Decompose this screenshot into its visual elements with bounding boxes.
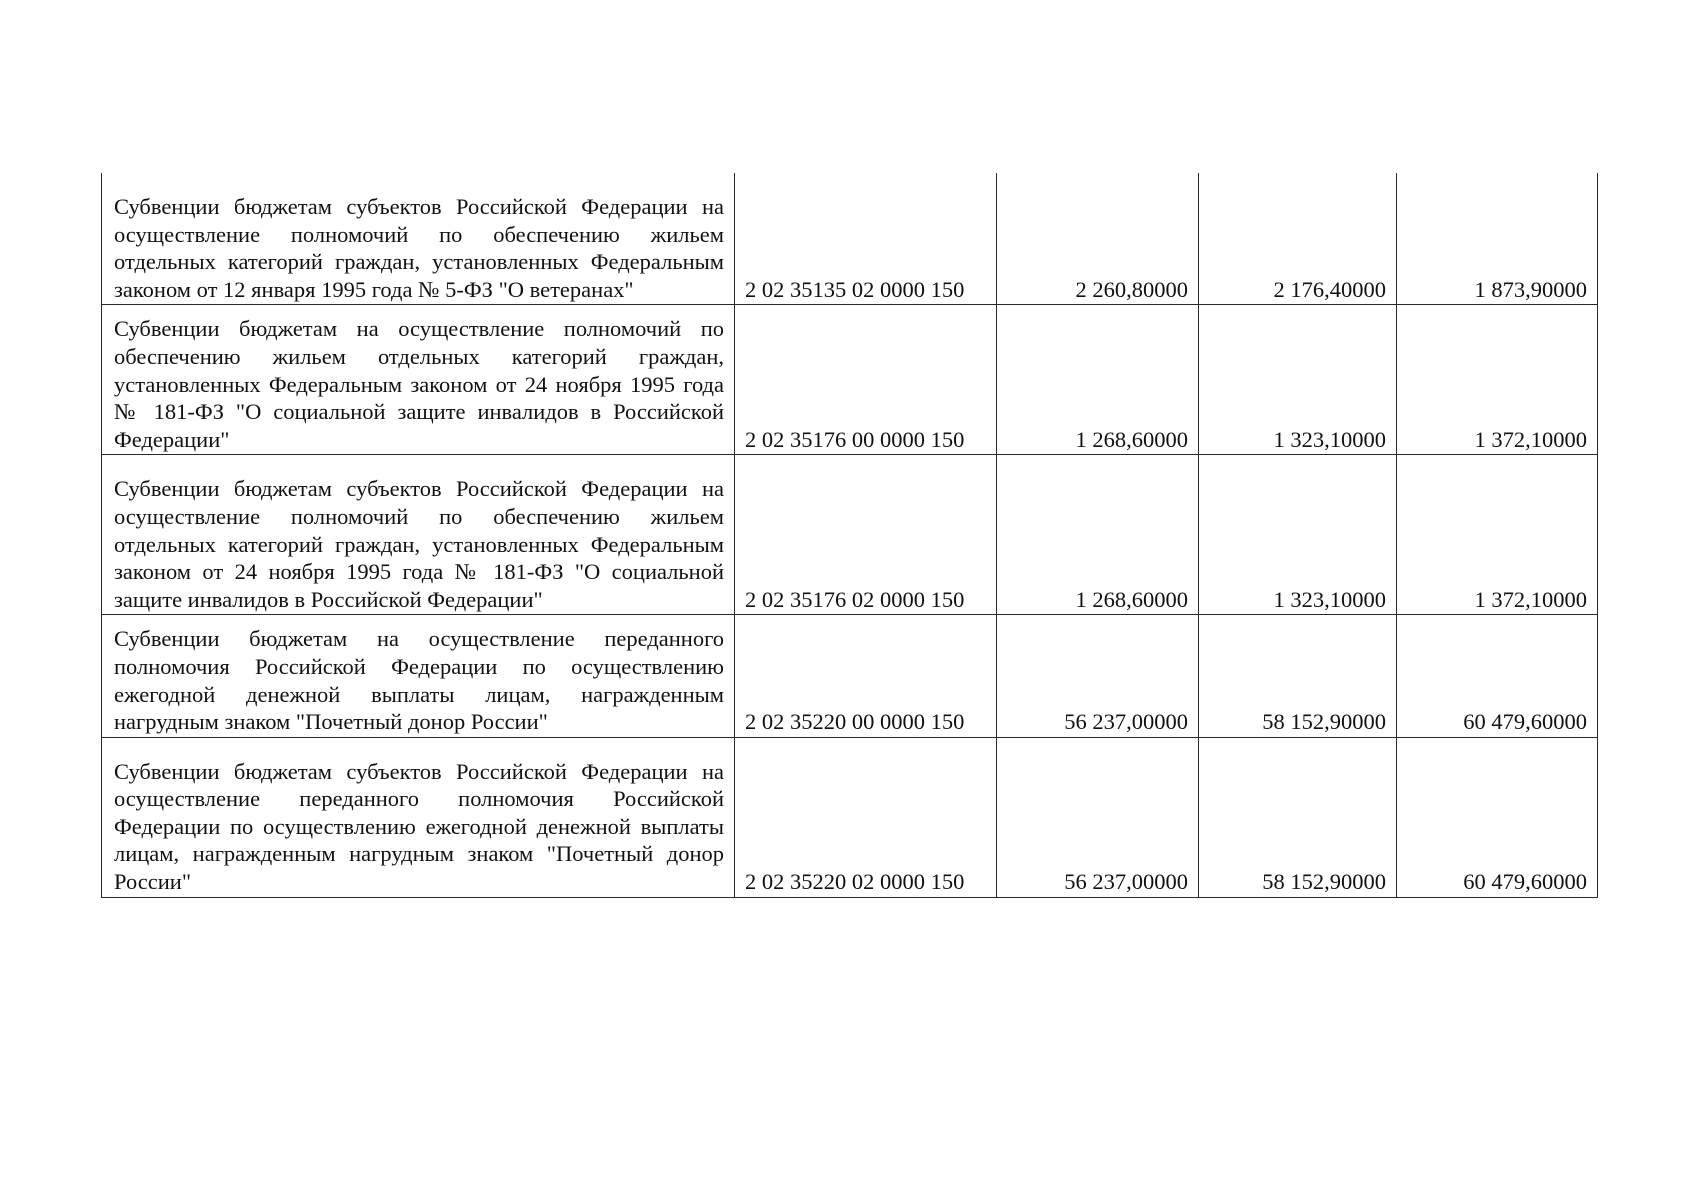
row-description: Субвенции бюджетам субъектов Российской Федерации на осуществление переданного полномочия Российской Федерации по осуществлению ежегодной денежной выплаты лицам, награжденным нагрудным знаком "Почетный донор России" xyxy=(102,737,735,897)
row-description: Субвенции бюджетам субъектов Российской Федерации на осуществление полномочий по обеспечению жильем отдельных категорий граждан, установленных Федеральным законом от 12 января 1995 года № 5-ФЗ "О ветеранах" xyxy=(102,173,735,305)
row-value-year-3: 60 479,60000 xyxy=(1397,615,1598,737)
row-value-year-1: 2 260,80000 xyxy=(997,173,1199,305)
table-row xyxy=(102,455,1598,615)
budget-table xyxy=(101,173,1598,898)
row-value-year-1: 56 237,00000 xyxy=(997,737,1199,897)
row-value-year-2: 1 323,10000 xyxy=(1199,305,1397,455)
row-description: Субвенции бюджетам на осуществление переданного полномочия Российской Федерации по осуществлению ежегодной денежной выплаты лицам, награжденным нагрудным знаком "Почетный донор России" xyxy=(102,615,735,737)
row-description: Субвенции бюджетам на осуществление полномочий по обеспечению жильем отдельных категорий граждан, установленных Федеральным законом от 24 ноября 1995 года № 181-ФЗ "О социальной защите инвалидов в Российской Федерации" xyxy=(102,305,735,455)
table-row xyxy=(102,615,1598,737)
table-row xyxy=(102,737,1598,897)
row-value-year-2: 1 323,10000 xyxy=(1199,455,1397,615)
row-value-year-1: 1 268,60000 xyxy=(997,305,1199,455)
row-budget-code: 2 02 35220 02 0000 150 xyxy=(735,737,997,897)
table-row xyxy=(102,305,1598,455)
row-value-year-2: 58 152,90000 xyxy=(1199,615,1397,737)
row-value-year-2: 58 152,90000 xyxy=(1199,737,1397,897)
row-value-year-1: 56 237,00000 xyxy=(997,615,1199,737)
row-value-year-3: 1 372,10000 xyxy=(1397,305,1598,455)
table-row xyxy=(102,173,1598,305)
row-budget-code: 2 02 35220 00 0000 150 xyxy=(735,615,997,737)
row-budget-code: 2 02 35176 00 0000 150 xyxy=(735,305,997,455)
row-value-year-2: 2 176,40000 xyxy=(1199,173,1397,305)
row-description: Субвенции бюджетам субъектов Российской Федерации на осуществление полномочий по обеспечению жильем отдельных категорий граждан, установленных Федеральным законом от 24 ноября 1995 года № 181-ФЗ "О социальной защите инвалидов в Российской Федерации" xyxy=(102,455,735,615)
row-value-year-3: 1 873,90000 xyxy=(1397,173,1598,305)
row-value-year-1: 1 268,60000 xyxy=(997,455,1199,615)
row-value-year-3: 1 372,10000 xyxy=(1397,455,1598,615)
row-budget-code: 2 02 35135 02 0000 150 xyxy=(735,173,997,305)
row-value-year-3: 60 479,60000 xyxy=(1397,737,1598,897)
row-budget-code: 2 02 35176 02 0000 150 xyxy=(735,455,997,615)
